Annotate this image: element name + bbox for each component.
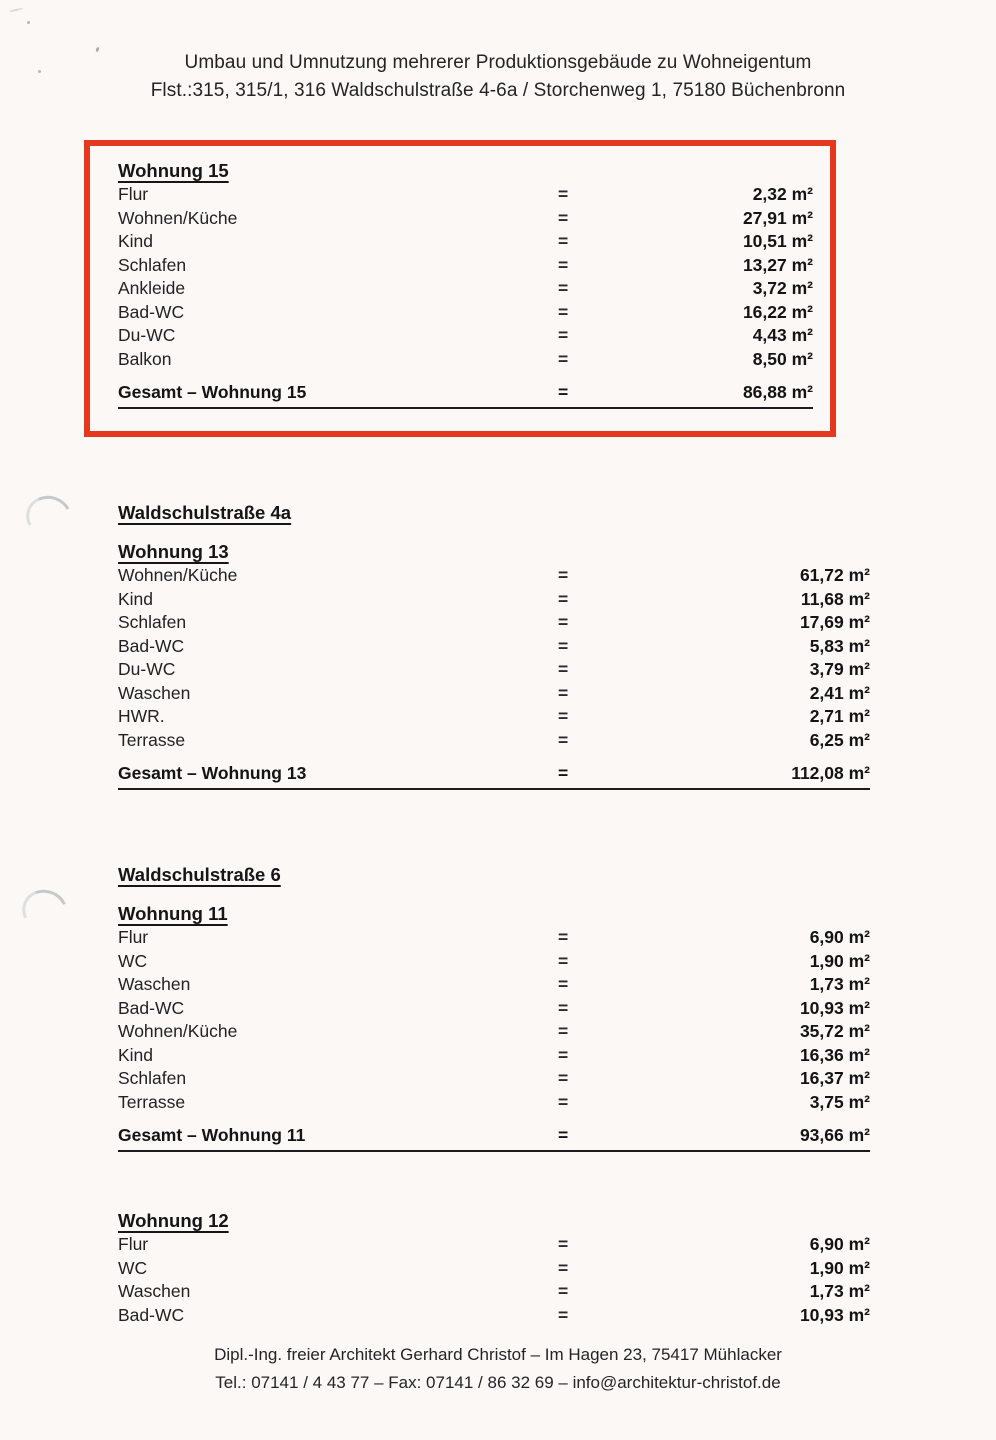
total-value: 112,08 m² bbox=[791, 763, 870, 783]
room-label: Waschen bbox=[118, 682, 191, 703]
room-label: Flur bbox=[118, 1234, 149, 1254]
room-area-list bbox=[118, 926, 870, 1114]
room-area-row bbox=[118, 729, 870, 753]
room-area-row bbox=[118, 1304, 870, 1328]
apartment-section bbox=[118, 1209, 870, 1327]
total-row bbox=[118, 380, 813, 409]
equals-sign: = bbox=[558, 659, 569, 679]
total-label: Gesamt – Wohnung 13 bbox=[118, 763, 307, 783]
room-area-row bbox=[118, 588, 870, 612]
room-area-row bbox=[118, 705, 870, 729]
apartment-section bbox=[118, 501, 870, 790]
area-value: 61,72 m² bbox=[799, 565, 870, 585]
room-label: Schlafen bbox=[118, 254, 187, 275]
room-label: Bad-WC bbox=[118, 635, 185, 656]
room-label: Waschen bbox=[118, 974, 191, 994]
equals-sign: = bbox=[558, 1257, 569, 1278]
room-label: Bad-WC bbox=[118, 301, 185, 322]
area-value: 5,83 m² bbox=[809, 635, 870, 656]
area-value: 10,51 m² bbox=[742, 231, 813, 251]
equals-sign: = bbox=[558, 1234, 569, 1254]
equals-sign: = bbox=[558, 950, 569, 971]
room-label: WC bbox=[118, 950, 148, 971]
area-value: 3,75 m² bbox=[809, 1091, 870, 1112]
room-area-row bbox=[118, 1280, 870, 1304]
room-label: Kind bbox=[118, 231, 154, 251]
equals-sign: = bbox=[558, 207, 569, 228]
total-row bbox=[118, 761, 870, 790]
area-value: 6,90 m² bbox=[809, 1234, 870, 1254]
room-label: Ankleide bbox=[118, 278, 186, 298]
room-area-row bbox=[118, 230, 813, 254]
total-value: 93,66 m² bbox=[799, 1125, 870, 1145]
room-label: Schlafen bbox=[118, 1068, 187, 1088]
area-value: 1,90 m² bbox=[809, 950, 870, 971]
equals-sign: = bbox=[558, 682, 569, 703]
room-area-row bbox=[118, 682, 870, 706]
total-row bbox=[118, 1123, 870, 1152]
area-value: 6,25 m² bbox=[809, 729, 870, 750]
equals-sign: = bbox=[558, 1304, 569, 1325]
equals-sign: = bbox=[558, 997, 569, 1018]
footer-line-2: Tel.: 07141 / 4 43 77 – Fax: 07141 / 86 32 69 – info@architektur-christof.de bbox=[215, 1373, 781, 1392]
equals-sign: = bbox=[558, 927, 569, 947]
area-value: 16,36 m² bbox=[799, 1044, 870, 1065]
header-line-2: Flst.:315, 315/1, 316 Waldschulstraße 4-6a / Storchenweg 1, 75180 Büchenbronn bbox=[150, 80, 846, 101]
room-area-row bbox=[118, 348, 813, 372]
area-value: 3,79 m² bbox=[809, 659, 870, 679]
equals-sign: = bbox=[558, 348, 569, 369]
area-value: 27,91 m² bbox=[742, 207, 813, 228]
room-area-list bbox=[118, 183, 813, 371]
equals-sign: = bbox=[558, 1044, 569, 1065]
room-area-row bbox=[118, 611, 870, 635]
equals-sign: = bbox=[558, 612, 569, 632]
apartment-title: Wohnung 13 bbox=[118, 541, 229, 562]
equals-sign: = bbox=[558, 278, 569, 298]
area-value: 1,90 m² bbox=[809, 1257, 870, 1278]
apartment-title: Wohnung 11 bbox=[118, 903, 228, 924]
room-area-list bbox=[118, 564, 870, 752]
room-area-row bbox=[118, 564, 870, 588]
room-label: Du-WC bbox=[118, 659, 176, 679]
room-label: Kind bbox=[118, 1044, 154, 1065]
room-label: Flur bbox=[118, 184, 149, 204]
room-label: Bad-WC bbox=[118, 997, 185, 1018]
room-label: Balkon bbox=[118, 348, 172, 369]
street-title: Waldschulstraße 6 bbox=[118, 864, 281, 885]
room-area-row bbox=[118, 254, 813, 278]
equals-sign: = bbox=[558, 706, 569, 726]
area-value: 10,93 m² bbox=[799, 1304, 870, 1325]
area-value: 1,73 m² bbox=[809, 1281, 870, 1301]
area-value: 16,37 m² bbox=[799, 1068, 870, 1088]
room-label: Schlafen bbox=[118, 612, 187, 632]
room-label: Wohnen/Küche bbox=[118, 1021, 238, 1041]
area-value: 1,73 m² bbox=[809, 974, 870, 994]
area-value: 6,90 m² bbox=[809, 927, 870, 947]
area-value: 2,71 m² bbox=[809, 706, 870, 726]
room-label: Wohnen/Küche bbox=[118, 207, 238, 228]
equals-sign: = bbox=[558, 565, 569, 585]
room-area-row bbox=[118, 950, 870, 974]
equals-sign: = bbox=[558, 1125, 569, 1145]
equals-sign: = bbox=[558, 635, 569, 656]
room-label: Kind bbox=[118, 588, 154, 609]
equals-sign: = bbox=[558, 1281, 569, 1301]
room-area-row bbox=[118, 926, 870, 950]
equals-sign: = bbox=[558, 1068, 569, 1088]
equals-sign: = bbox=[558, 301, 569, 322]
room-area-row bbox=[118, 973, 870, 997]
area-value: 8,50 m² bbox=[752, 348, 813, 369]
area-value: 17,69 m² bbox=[799, 612, 870, 632]
room-label: HWR. bbox=[118, 706, 165, 726]
street-title: Waldschulstraße 4a bbox=[118, 502, 292, 523]
area-value: 16,22 m² bbox=[742, 301, 813, 322]
room-label: Terrasse bbox=[118, 729, 186, 750]
room-area-row bbox=[118, 183, 813, 207]
room-label: Flur bbox=[118, 927, 149, 947]
area-value: 2,32 m² bbox=[752, 184, 813, 204]
room-area-row bbox=[118, 277, 813, 301]
equals-sign: = bbox=[558, 1021, 569, 1041]
room-area-row bbox=[118, 997, 870, 1021]
footer-line-1: Dipl.-Ing. freier Architekt Gerhard Christof – Im Hagen 23, 75417 Mühlacker bbox=[214, 1345, 782, 1364]
area-value: 10,93 m² bbox=[799, 997, 870, 1018]
equals-sign: = bbox=[558, 763, 569, 783]
area-value: 11,68 m² bbox=[800, 588, 870, 609]
room-area-row bbox=[118, 1020, 870, 1044]
equals-sign: = bbox=[558, 974, 569, 994]
room-area-row bbox=[118, 1067, 870, 1091]
room-area-row bbox=[118, 635, 870, 659]
apartment-section bbox=[118, 863, 870, 1152]
total-value: 86,88 m² bbox=[742, 382, 813, 402]
area-value: 35,72 m² bbox=[799, 1021, 870, 1041]
equals-sign: = bbox=[558, 1091, 569, 1112]
room-area-row bbox=[118, 1257, 870, 1281]
room-area-row bbox=[118, 1091, 870, 1115]
equals-sign: = bbox=[558, 184, 569, 204]
area-value: 13,27 m² bbox=[742, 254, 813, 275]
equals-sign: = bbox=[558, 231, 569, 251]
room-area-row bbox=[118, 301, 813, 325]
total-label: Gesamt – Wohnung 15 bbox=[118, 382, 307, 402]
document-footer bbox=[0, 1341, 996, 1397]
apartment-title: Wohnung 15 bbox=[118, 160, 229, 181]
room-area-row bbox=[118, 1233, 870, 1257]
equals-sign: = bbox=[558, 254, 569, 275]
room-label: Wohnen/Küche bbox=[118, 565, 238, 585]
area-value: 4,43 m² bbox=[752, 325, 813, 345]
room-label: Waschen bbox=[118, 1281, 191, 1301]
room-label: Du-WC bbox=[118, 325, 176, 345]
header-line-1: Umbau und Umnutzung mehrerer Produktionsgebäude zu Wohneigentum bbox=[184, 52, 812, 73]
equals-sign: = bbox=[558, 382, 569, 402]
room-area-list bbox=[118, 1233, 870, 1327]
room-label: Bad-WC bbox=[118, 1304, 185, 1325]
equals-sign: = bbox=[558, 729, 569, 750]
room-label: WC bbox=[118, 1257, 148, 1278]
equals-sign: = bbox=[558, 325, 569, 345]
room-area-row bbox=[118, 207, 813, 231]
room-area-row bbox=[118, 658, 870, 682]
area-value: 3,72 m² bbox=[752, 278, 813, 298]
room-area-row bbox=[118, 1044, 870, 1068]
total-label: Gesamt – Wohnung 11 bbox=[118, 1125, 306, 1145]
room-area-row bbox=[118, 324, 813, 348]
room-label: Terrasse bbox=[118, 1091, 186, 1112]
equals-sign: = bbox=[558, 588, 569, 609]
highlight-box bbox=[84, 140, 836, 437]
area-value: 2,41 m² bbox=[809, 682, 870, 703]
apartment-title: Wohnung 12 bbox=[118, 1210, 229, 1231]
